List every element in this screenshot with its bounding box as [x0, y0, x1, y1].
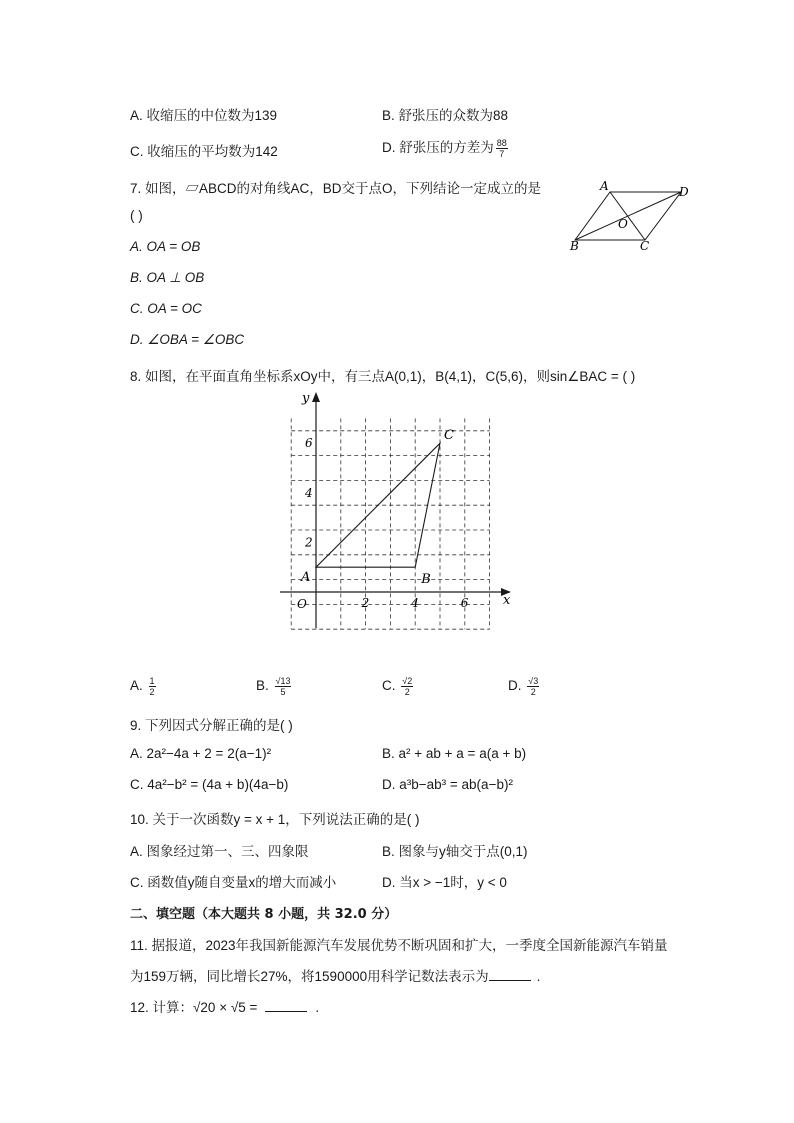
- y-axis-arrow-icon: [312, 392, 320, 402]
- parallelogram-figure: [565, 176, 695, 256]
- vertex-label-b: B: [570, 239, 579, 253]
- q7-stem: 7. 如图，▱ABCD的对角线AC，BD交于点O，下列结论一定成立的是: [130, 181, 542, 196]
- section-title-fill-in: 二、填空题（本大题共 8 小题，共 32.0 分）: [130, 907, 398, 922]
- fraction-denominator: 5: [280, 687, 286, 697]
- option-label: C.: [382, 678, 396, 694]
- center-label-o: O: [618, 217, 628, 231]
- fraction-numerator: √3: [528, 676, 539, 686]
- vertex-label-a: A: [600, 179, 609, 193]
- q10-option-c: C. 函数值y随自变量x的增大而减小: [130, 875, 337, 890]
- q9-option-b: B. a² + ab + a = a(a + b): [382, 746, 527, 761]
- q12-period: .: [315, 1000, 320, 1015]
- axis-ticks: [304, 436, 469, 610]
- x-axis-label: x: [503, 593, 511, 608]
- x-tick-label: 2: [361, 596, 370, 610]
- q11-answer-blank[interactable]: [489, 966, 531, 981]
- origin-label: O: [297, 597, 307, 611]
- y-tick-label: 4: [305, 485, 313, 500]
- q12-stem: 12. 计算：√20 × √5 =: [130, 1000, 258, 1015]
- fraction-denominator: 2: [404, 687, 410, 697]
- q12-answer-blank[interactable]: [265, 997, 307, 1012]
- q9-option-c: C. 4a²−b² = (4a + b)(4a−b): [130, 777, 289, 792]
- q10-option-a: A. 图象经过第一、三、四象限: [130, 844, 309, 859]
- fraction-numerator: √13: [275, 676, 291, 686]
- y-tick-label: 6: [305, 436, 313, 451]
- triangle-abc: [300, 428, 454, 587]
- q9-option-d: D. a³b−ab³ = ab(a−b)²: [382, 777, 513, 792]
- q6-option-a: A. 收缩压的中位数为139: [130, 108, 278, 123]
- q7-option-b: B. OA ⊥ OB: [130, 270, 205, 285]
- q8-option-d: [508, 676, 539, 697]
- point-label: C: [444, 428, 454, 444]
- q12-stem-line: [130, 996, 319, 1016]
- q7-option-c: C. OA = OC: [130, 301, 202, 316]
- q6-option-d-text: D. 舒张压的方差为: [382, 140, 494, 155]
- fraction-numerator: √2: [402, 676, 413, 686]
- q8-option-b: [256, 676, 291, 697]
- y-axis-label: y: [302, 391, 310, 406]
- q11-line2-text: 为159万辆，同比增长27%，将1590000用科学记数法表示为: [130, 969, 489, 984]
- fraction-numerator: 1: [149, 676, 155, 686]
- q9-stem: 9. 下列因式分解正确的是( ): [130, 718, 293, 733]
- q9-option-a: A. 2a²−4a + 2 = 2(a−1)²: [130, 746, 272, 761]
- q10-option-b: B. 图象与y轴交于点(0,1): [382, 844, 528, 859]
- y-tick-label: 2: [305, 535, 313, 550]
- point-label: A: [301, 570, 311, 586]
- point-label: B: [421, 572, 431, 588]
- q10-option-d: D. 当x > −1时，y < 0: [382, 875, 507, 890]
- option-label: B.: [256, 678, 269, 694]
- q8-option-a: [130, 676, 156, 697]
- q6-option-c: C. 收缩压的平均数为142: [130, 144, 278, 159]
- q6-option-d: [382, 136, 508, 159]
- vertex-label-d: D: [679, 185, 689, 199]
- q7-option-d: D. ∠OBA = ∠OBC: [130, 332, 245, 347]
- q8-coordinate-grid: [275, 388, 520, 633]
- fraction-denominator: 7: [499, 148, 505, 159]
- fraction-numerator: 88: [496, 137, 507, 148]
- q11-period: .: [536, 969, 541, 984]
- q6-option-d-fraction: [496, 138, 508, 159]
- x-tick-label: 4: [411, 596, 419, 610]
- option-label: A.: [130, 678, 143, 694]
- q6-option-b: B. 舒张压的众数为88: [382, 108, 509, 123]
- diagonal-bd: [575, 192, 681, 240]
- vertex-label-c: C: [640, 239, 650, 253]
- fraction-denominator: 2: [149, 687, 155, 697]
- fraction-denominator: 2: [530, 687, 536, 697]
- q8-stem: 8. 如图，在平面直角坐标系xOy中，有三点A(0,1)，B(4,1)，C(5,6)，则sin∠BAC = ( ): [130, 369, 636, 384]
- q10-stem: 10. 关于一次函数y = x + 1，下列说法正确的是( ): [130, 812, 420, 827]
- q8-option-c: [382, 676, 413, 697]
- q7-option-a: A. OA = OB: [130, 239, 201, 254]
- q11-line1: 11. 据报道，2023年我国新能源汽车发展优势不断巩固和扩大，一季度全国新能源汽车销量: [130, 938, 668, 953]
- q11-line2: [130, 965, 540, 985]
- option-label: D.: [508, 678, 522, 694]
- x-tick-label: 6: [460, 596, 469, 610]
- q7-paren: ( ): [130, 208, 143, 223]
